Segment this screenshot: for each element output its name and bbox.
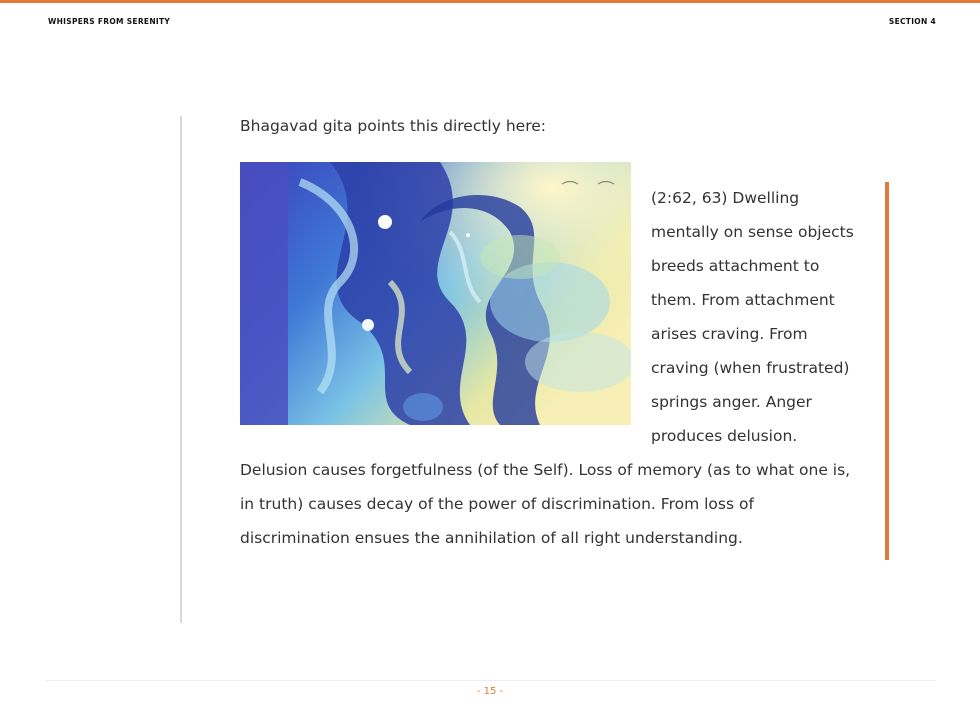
gita-quote: (2:62, 63) Dwelling mentally on sense objects breeds attachment to them. From attachment arises craving. From craving (when frustrated) springs anger. Anger produces delusion. Delusion causes forgetfulness (of the Self). Loss of memory (as to what one is, in truth) causes decay of the power of discrimination. From loss of discrimination ensues the annihilation of all right understanding. — [240, 189, 854, 547]
footer-rule — [46, 680, 936, 681]
page-number: - 15 - — [476, 686, 504, 697]
quote-accent-bar — [885, 182, 889, 560]
section-label: SECTION 4 — [888, 17, 936, 26]
top-accent-rule — [0, 0, 980, 3]
left-margin-rule — [180, 116, 182, 623]
page-content — [240, 113, 868, 555]
cosmic-illustration — [240, 162, 631, 425]
page-header — [48, 17, 936, 29]
book-title: WHISPERS FROM SERENITY — [48, 17, 171, 26]
intro-paragraph: Bhagavad gita points this directly here: — [240, 117, 546, 135]
